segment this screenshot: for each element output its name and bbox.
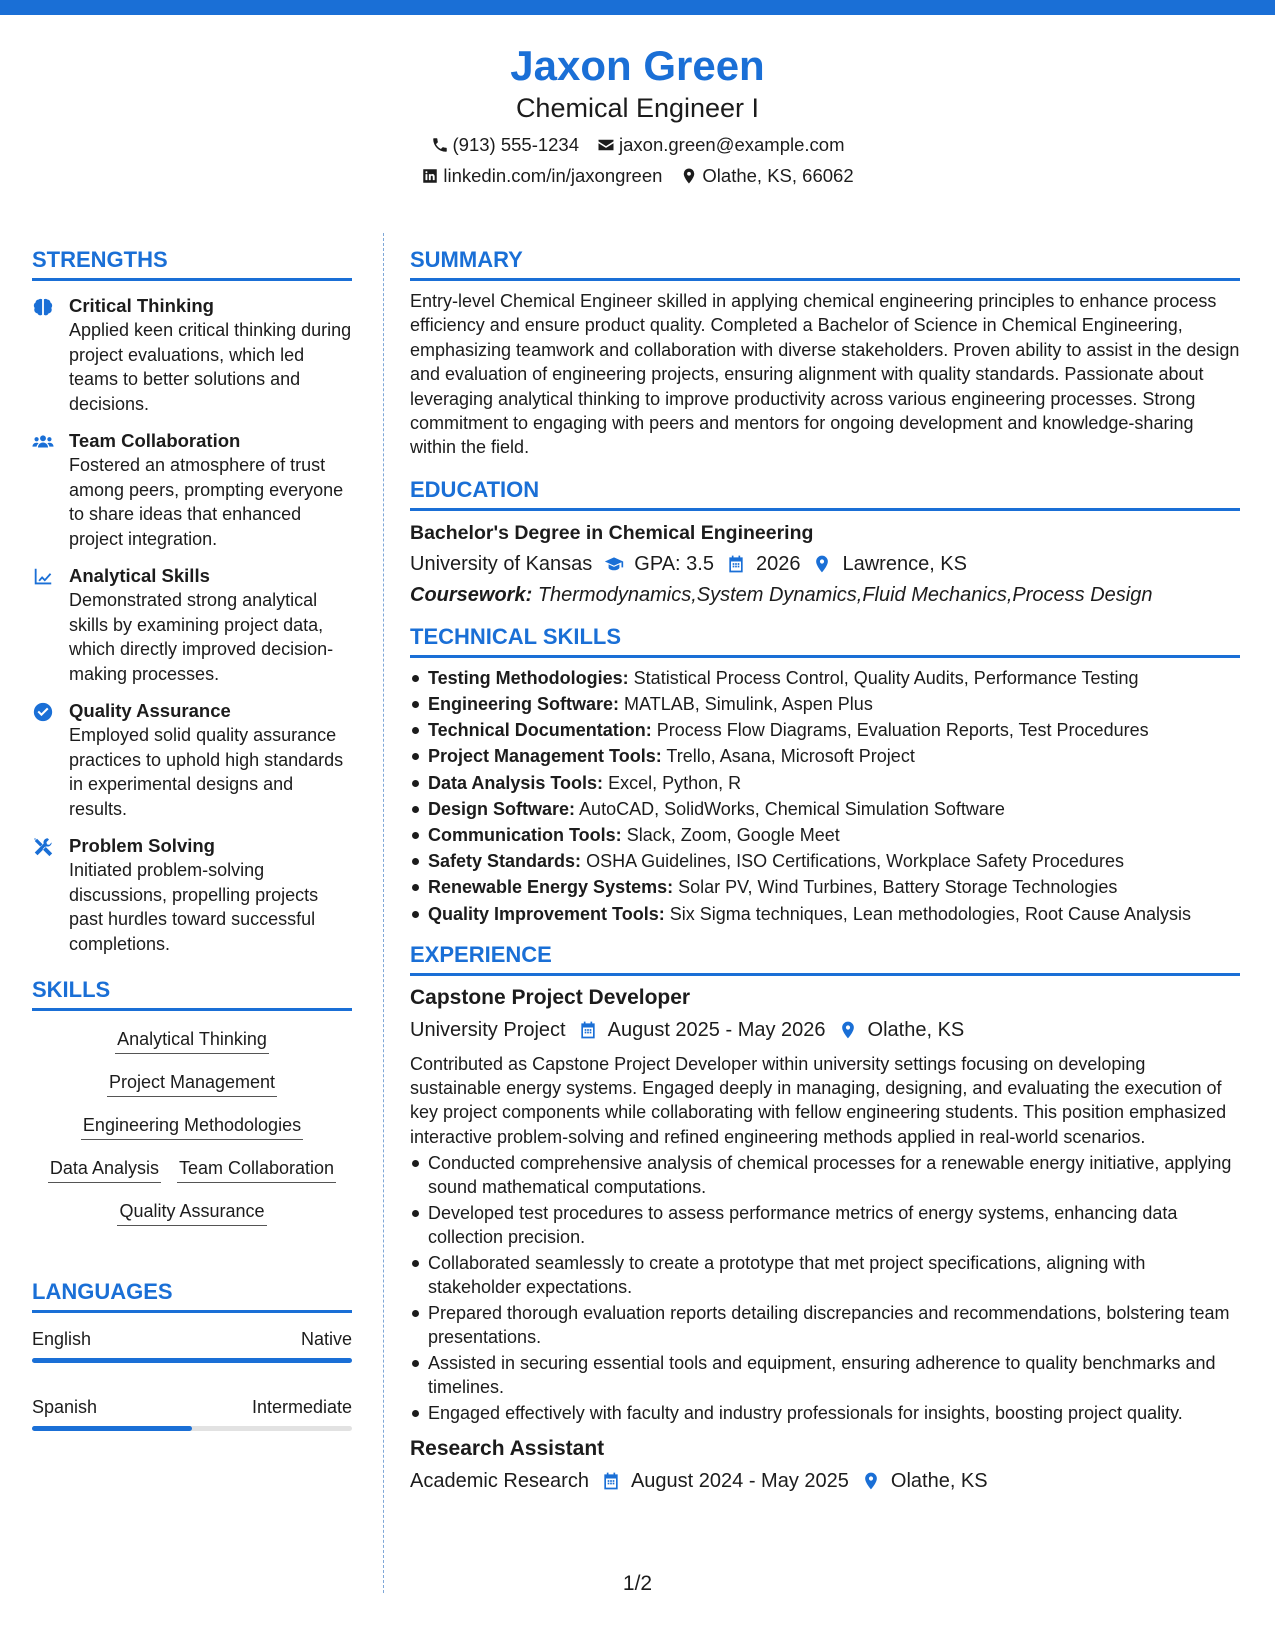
strength-title: Critical Thinking [69, 295, 214, 316]
skill-tag: Analytical Thinking [115, 1027, 269, 1054]
job-dates: August 2025 - May 2026 [607, 1018, 826, 1041]
contact-email[interactable] [597, 134, 844, 156]
contact-phone[interactable] [431, 134, 580, 156]
linkedin-icon [421, 167, 439, 185]
list-item: Prepared thorough evaluation reports detailing discrepancies and recommendations, bolstering team presentations. [410, 1301, 1240, 1349]
list-item: Technical Documentation: Process Flow Diagrams, Evaluation Reports, Test Procedures [410, 718, 1240, 743]
strength-item [32, 294, 352, 416]
list-item: Design Software: AutoCAD, SolidWorks, Chemical Simulation Software [410, 797, 1240, 822]
strength-desc: Demonstrated strong analytical skills by examining project data, which directly improved decision-making processes. [69, 590, 334, 684]
strength-desc: Applied keen critical thinking during project evaluations, which led teams to better solutions and decisions. [69, 320, 352, 414]
graduation-year: 2026 [755, 552, 801, 575]
calendar-icon [726, 554, 746, 574]
language-name: Spanish [32, 1397, 98, 1417]
language-proficiency-fill [32, 1426, 192, 1431]
language-proficiency-bar [32, 1426, 352, 1431]
job-meta [410, 1467, 1240, 1495]
contact-linkedin[interactable] [421, 165, 662, 187]
phone-text: (913) 555-1234 [452, 134, 580, 155]
list-item: Developed test procedures to assess performance metrics of energy systems, enhancing data collection precision. [410, 1201, 1240, 1249]
languages-heading: LANGUAGES [32, 1278, 352, 1313]
strength-title: Quality Assurance [69, 700, 231, 721]
map-pin-icon [861, 1471, 881, 1491]
summary-text: Entry-level Chemical Engineer skilled in applying chemical engineering principles to enhance process efficiency and ensure product quality. Completed a Bachelor of Science in Chemical Engineering, emphasizing teamwork and collaboration with diverse stakeholders. Proven ability to assist in the design and evaluation of engineering projects, ensuring alignment with quality standards. Passionate about leveraging analytical thinking to improve productivity across various engineering processes. Strong commitment to engaging with peers and mentors for ongoing development and knowledge-sharing within the field. [410, 291, 1240, 458]
strength-item [32, 834, 352, 956]
list-item: Data Analysis Tools: Excel, Python, R [410, 771, 1240, 796]
language-proficiency-bar [32, 1358, 352, 1363]
languages-section [32, 1278, 352, 1431]
strength-title: Problem Solving [69, 835, 215, 856]
gpa-text: GPA: 3.5 [634, 552, 714, 575]
school-name: University of Kansas [410, 552, 593, 575]
degree-title: Bachelor's Degree in Chemical Engineering [410, 521, 814, 544]
experience-section [410, 941, 1240, 1496]
candidate-title: Chemical Engineer I [515, 93, 760, 123]
summary-heading: SUMMARY [410, 246, 1240, 281]
list-item: Communication Tools: Slack, Zoom, Google Meet [410, 823, 1240, 848]
job-title: Research Assistant [410, 1437, 605, 1461]
strengths-section [32, 246, 352, 956]
technical-skills-list [410, 666, 1240, 927]
job-entry [410, 1435, 1240, 1495]
skill-tag: Quality Assurance [117, 1199, 266, 1226]
language-item [32, 1395, 352, 1431]
job-entry [410, 984, 1240, 1426]
graduation-cap-icon [604, 554, 624, 574]
language-proficiency-fill [32, 1358, 352, 1363]
list-item: Quality Improvement Tools: Six Sigma techniques, Lean methodologies, Root Cause Analysis [410, 902, 1240, 927]
envelope-icon [597, 136, 615, 154]
list-item: Assisted in securing essential tools and equipment, ensuring adherence to quality benchmarks and timelines. [410, 1351, 1240, 1399]
skill-tag: Team Collaboration [177, 1156, 336, 1183]
list-item: Collaborated seamlessly to create a prototype that met project specifications, aligning with stakeholder expectations. [410, 1251, 1240, 1299]
list-item: Engaged effectively with faculty and industry professionals for insights, boosting project quality. [410, 1401, 1240, 1425]
list-item: Project Management Tools: Trello, Asana, Microsoft Project [410, 744, 1240, 769]
job-dates: August 2024 - May 2025 [630, 1470, 849, 1493]
job-bullets [410, 1151, 1240, 1425]
job-description: Contributed as Capstone Project Developer within university settings focusing on developing sustainable energy systems. Engaged deeply in managing, designing, and evaluating the execution of key project components while collaborating with fellow engineering students. This position emphasized interactive problem-solving and refined engineering methods applied in real-world scenarios. [410, 1053, 1227, 1147]
skills-section [32, 976, 352, 1226]
phone-icon [431, 136, 449, 154]
coursework-list: Thermodynamics,System Dynamics,Fluid Mechanics,Process Design [537, 583, 1153, 606]
map-pin-icon [812, 554, 832, 574]
education-section [410, 476, 1240, 609]
strength-item [32, 699, 352, 821]
strength-item [32, 564, 352, 686]
map-pin-icon [680, 167, 698, 185]
resume-header [0, 40, 1275, 187]
education-heading: EDUCATION [410, 476, 1240, 511]
location-text: Olathe, KS, 66062 [702, 165, 854, 186]
skill-tag: Project Management [107, 1070, 277, 1097]
left-column [32, 246, 352, 1431]
email-text: jaxon.green@example.com [619, 134, 845, 155]
language-level: Intermediate [251, 1397, 352, 1417]
technical-skills-section [410, 623, 1240, 927]
calendar-icon [578, 1020, 598, 1040]
contact-location [680, 165, 853, 187]
contact-row-1 [0, 134, 1275, 156]
linkedin-text: linkedin.com/in/jaxongreen [443, 165, 663, 186]
list-item: Engineering Software: MATLAB, Simulink, Aspen Plus [410, 692, 1240, 717]
job-org: University Project [410, 1018, 566, 1041]
language-item [32, 1327, 352, 1363]
candidate-name: Jaxon Green [510, 42, 765, 89]
coursework [410, 581, 1240, 609]
strength-desc: Fostered an atmosphere of trust among peers, prompting everyone to share ideas that enhanced project integration. [69, 455, 344, 549]
skill-tag: Engineering Methodologies [81, 1113, 303, 1140]
page-number: 1/2 [622, 1572, 653, 1595]
technical-skills-heading: TECHNICAL SKILLS [410, 623, 1240, 658]
brain-icon [32, 296, 54, 318]
language-level: Native [300, 1329, 352, 1349]
skill-tag: Data Analysis [48, 1156, 161, 1183]
experience-heading: EXPERIENCE [410, 941, 1240, 976]
skills-heading: SKILLS [32, 976, 352, 1011]
contact-row-2 [0, 165, 1275, 187]
strength-desc: Employed solid quality assurance practices to uphold high standards in experimental designs and results. [69, 725, 344, 819]
strength-title: Team Collaboration [69, 430, 241, 451]
list-item: Renewable Energy Systems: Solar PV, Wind Turbines, Battery Storage Technologies [410, 875, 1240, 900]
job-location: Olathe, KS [890, 1470, 988, 1493]
coursework-label: Coursework: [410, 583, 533, 606]
column-divider [383, 233, 384, 1593]
summary-section [410, 246, 1240, 460]
check-circle-icon [32, 701, 54, 723]
list-item: Safety Standards: OSHA Guidelines, ISO Certifications, Workplace Safety Procedures [410, 849, 1240, 874]
job-meta [410, 1016, 1240, 1044]
list-item: Conducted comprehensive analysis of chemical processes for a renewable energy initiative, applying sound mathematical computations. [410, 1151, 1240, 1199]
language-name: English [32, 1329, 92, 1349]
list-item: Testing Methodologies: Statistical Process Control, Quality Audits, Performance Testing [410, 666, 1240, 691]
job-location: Olathe, KS [867, 1018, 965, 1041]
strength-title: Analytical Skills [69, 565, 210, 586]
job-title: Capstone Project Developer [410, 985, 691, 1009]
tools-icon [32, 836, 54, 858]
right-column [410, 246, 1240, 1495]
strength-desc: Initiated problem-solving discussions, propelling projects past hurdles toward successful completions. [69, 860, 319, 954]
map-pin-icon [838, 1020, 858, 1040]
calendar-icon [601, 1471, 621, 1491]
top-accent-bar [0, 0, 1275, 15]
skills-tags [32, 1027, 352, 1226]
users-icon [32, 431, 54, 453]
strengths-heading: STRENGTHS [32, 246, 352, 281]
job-org: Academic Research [410, 1470, 589, 1493]
chart-line-icon [32, 566, 54, 588]
education-meta [410, 550, 1240, 578]
school-location: Lawrence, KS [842, 552, 967, 575]
strength-item [32, 429, 352, 551]
